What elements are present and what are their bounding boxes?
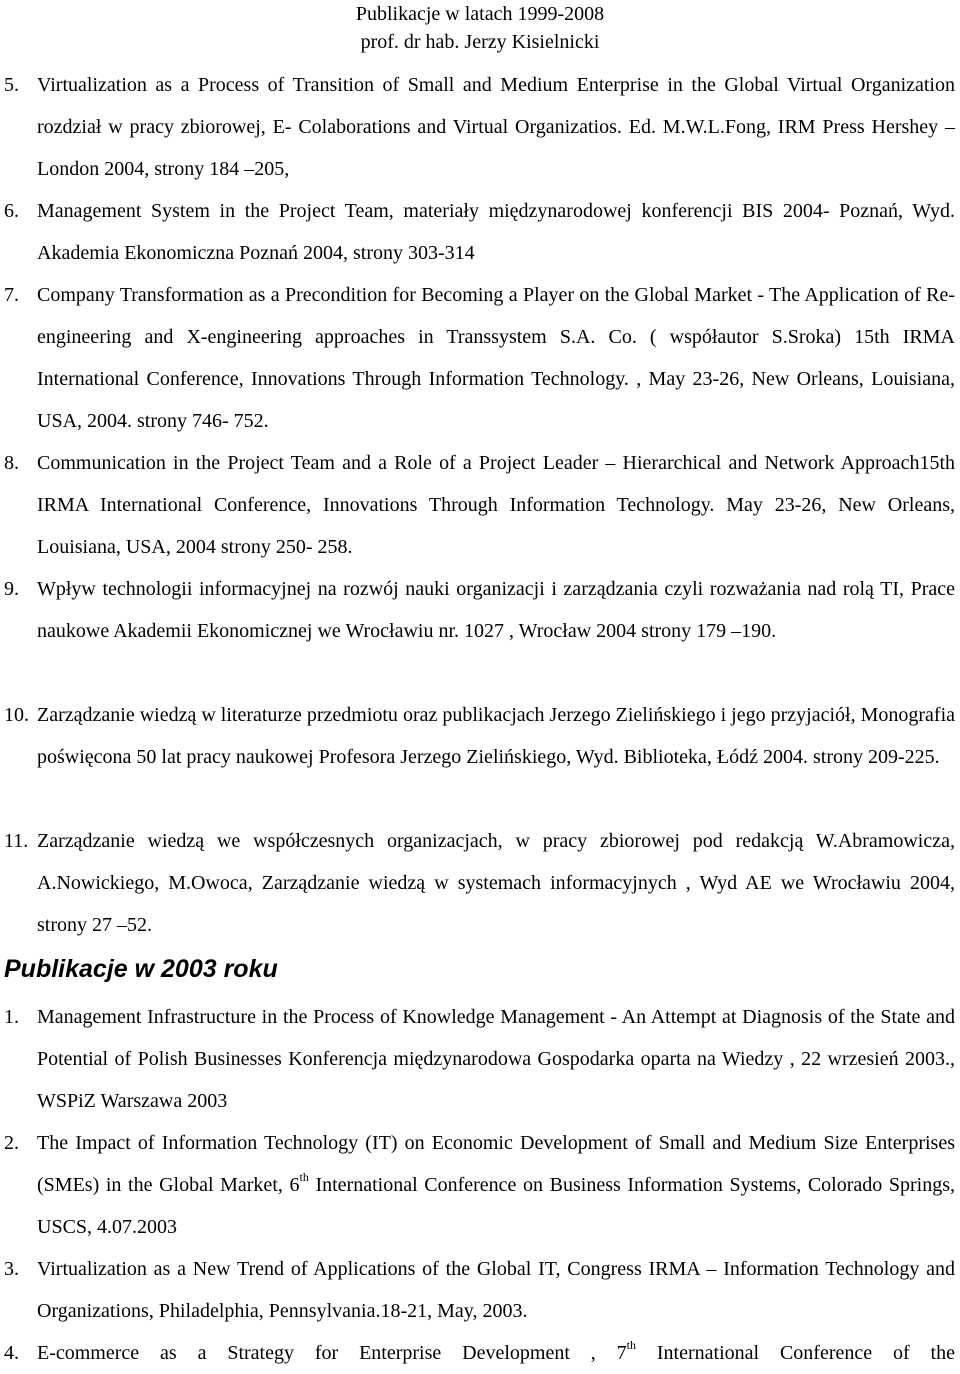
document-header-author: prof. dr hab. Jerzy Kisielnicki <box>360 31 600 53</box>
item-text-part: E-commerce as a Strategy for Enterprise Development , 7 <box>37 1342 627 1364</box>
section-heading: Publikacje w 2003 roku <box>4 955 278 983</box>
item-number: 5. <box>4 74 19 96</box>
item-text <box>37 1122 955 1248</box>
ordinal-superscript: th <box>626 1338 637 1352</box>
item-text <box>37 1332 955 1374</box>
item-number: 10. <box>4 704 29 726</box>
item-number: 2. <box>4 1132 19 1154</box>
item-text-part: International Conference on Business Information Systems, Colorado Springs, USCS, 4.07.2003 <box>37 1174 956 1238</box>
ordinal-superscript: th <box>299 1170 309 1184</box>
item-number: 7. <box>4 284 19 306</box>
item-text: Management System in the Project Team, materiały międzynarodowej konferencji BIS 2004- Poznań, Wyd. Akademia Ekonomiczna Poznań 2004, strony 303-314 <box>37 200 955 264</box>
item-text: Zarządzanie wiedzą w literaturze przedmiotu oraz publikacjach Jerzego Zielińskiego i jego przyjaciół, Monografia poświęcona 50 lat pracy naukowej Profesora Jerzego Zielińskiego, Wyd. Biblioteka, Łódź 2004. strony 209-225. <box>37 704 955 768</box>
item-text-part: The Impact of Information Technology (IT) on Economic Development of Small and Medium Size Enterprises (SMEs) in the Global Market, 6 <box>37 1132 955 1196</box>
item-number: 6. <box>4 200 19 222</box>
item-number: 4. <box>4 1342 19 1364</box>
document-header-title: Publikacje w latach 1999-2008 <box>355 3 605 25</box>
item-number: 3. <box>4 1258 19 1280</box>
item-text: Zarządzanie wiedzą we współczesnych organizacjach, w pracy zbiorowej pod redakcją W.Abramowicza, A.Nowickiego, M.Owoca, Zarządzanie wiedzą w systemach informacyjnych , Wyd AE we Wrocławiu 2004, strony 27 –52. <box>37 830 955 936</box>
item-number: 8. <box>4 452 19 474</box>
item-number: 9. <box>4 578 19 600</box>
item-text: Wpływ technologii informacyjnej na rozwój nauki organizacji i zarządzania czyli rozważania nad rolą TI, Prace naukowe Akademii Ekonomicznej we Wrocławiu nr. 1027 , Wrocław 2004 strony 179 –190. <box>37 578 955 642</box>
item-text: Virtualization as a Process of Transition of Small and Medium Enterprise in the Global Virtual Organization rozdział w pracy zbiorowej, E- Colaborations and Virtual Organizatios. Ed. M.W.L.Fong, IRM Press Hershey – London 2004, strony 184 –205, <box>37 74 955 180</box>
item-text: Management Infrastructure in the Process of Knowledge Management - An Attempt at Diagnosis of the State and Potential of Polish Businesses Konferencja międzynarodowa Gospodarka oparta na Wiedzy , 22 wrzesień 2003., WSPiZ Warszawa 2003 <box>37 1006 955 1112</box>
item-text: Company Transformation as a Precondition for Becoming a Player on the Global Market - The Application of Re-engineering and X-engineering approaches in Transsystem S.A. Co. ( współautor S.Sroka) 15th IRMA International Conference, Innovations Through Information Technology. , May 23-26, New Orleans, Louisiana, USA, 2004. strony 746- 752. <box>37 284 955 432</box>
item-text-part: International Conference of the <box>636 1342 955 1364</box>
item-number: 1. <box>4 1006 19 1028</box>
item-text: Communication in the Project Team and a Role of a Project Leader – Hierarchical and Network Approach15th IRMA International Conference, Innovations Through Information Technology. May 23-26, New Orleans, Louisiana, USA, 2004 strony 250- 258. <box>37 452 955 558</box>
item-number: 11. <box>4 830 29 852</box>
item-text: Virtualization as a New Trend of Applications of the Global IT, Congress IRMA – Information Technology and Organizations, Philadelphia, Pennsylvania.18-21, May, 2003. <box>37 1258 955 1322</box>
